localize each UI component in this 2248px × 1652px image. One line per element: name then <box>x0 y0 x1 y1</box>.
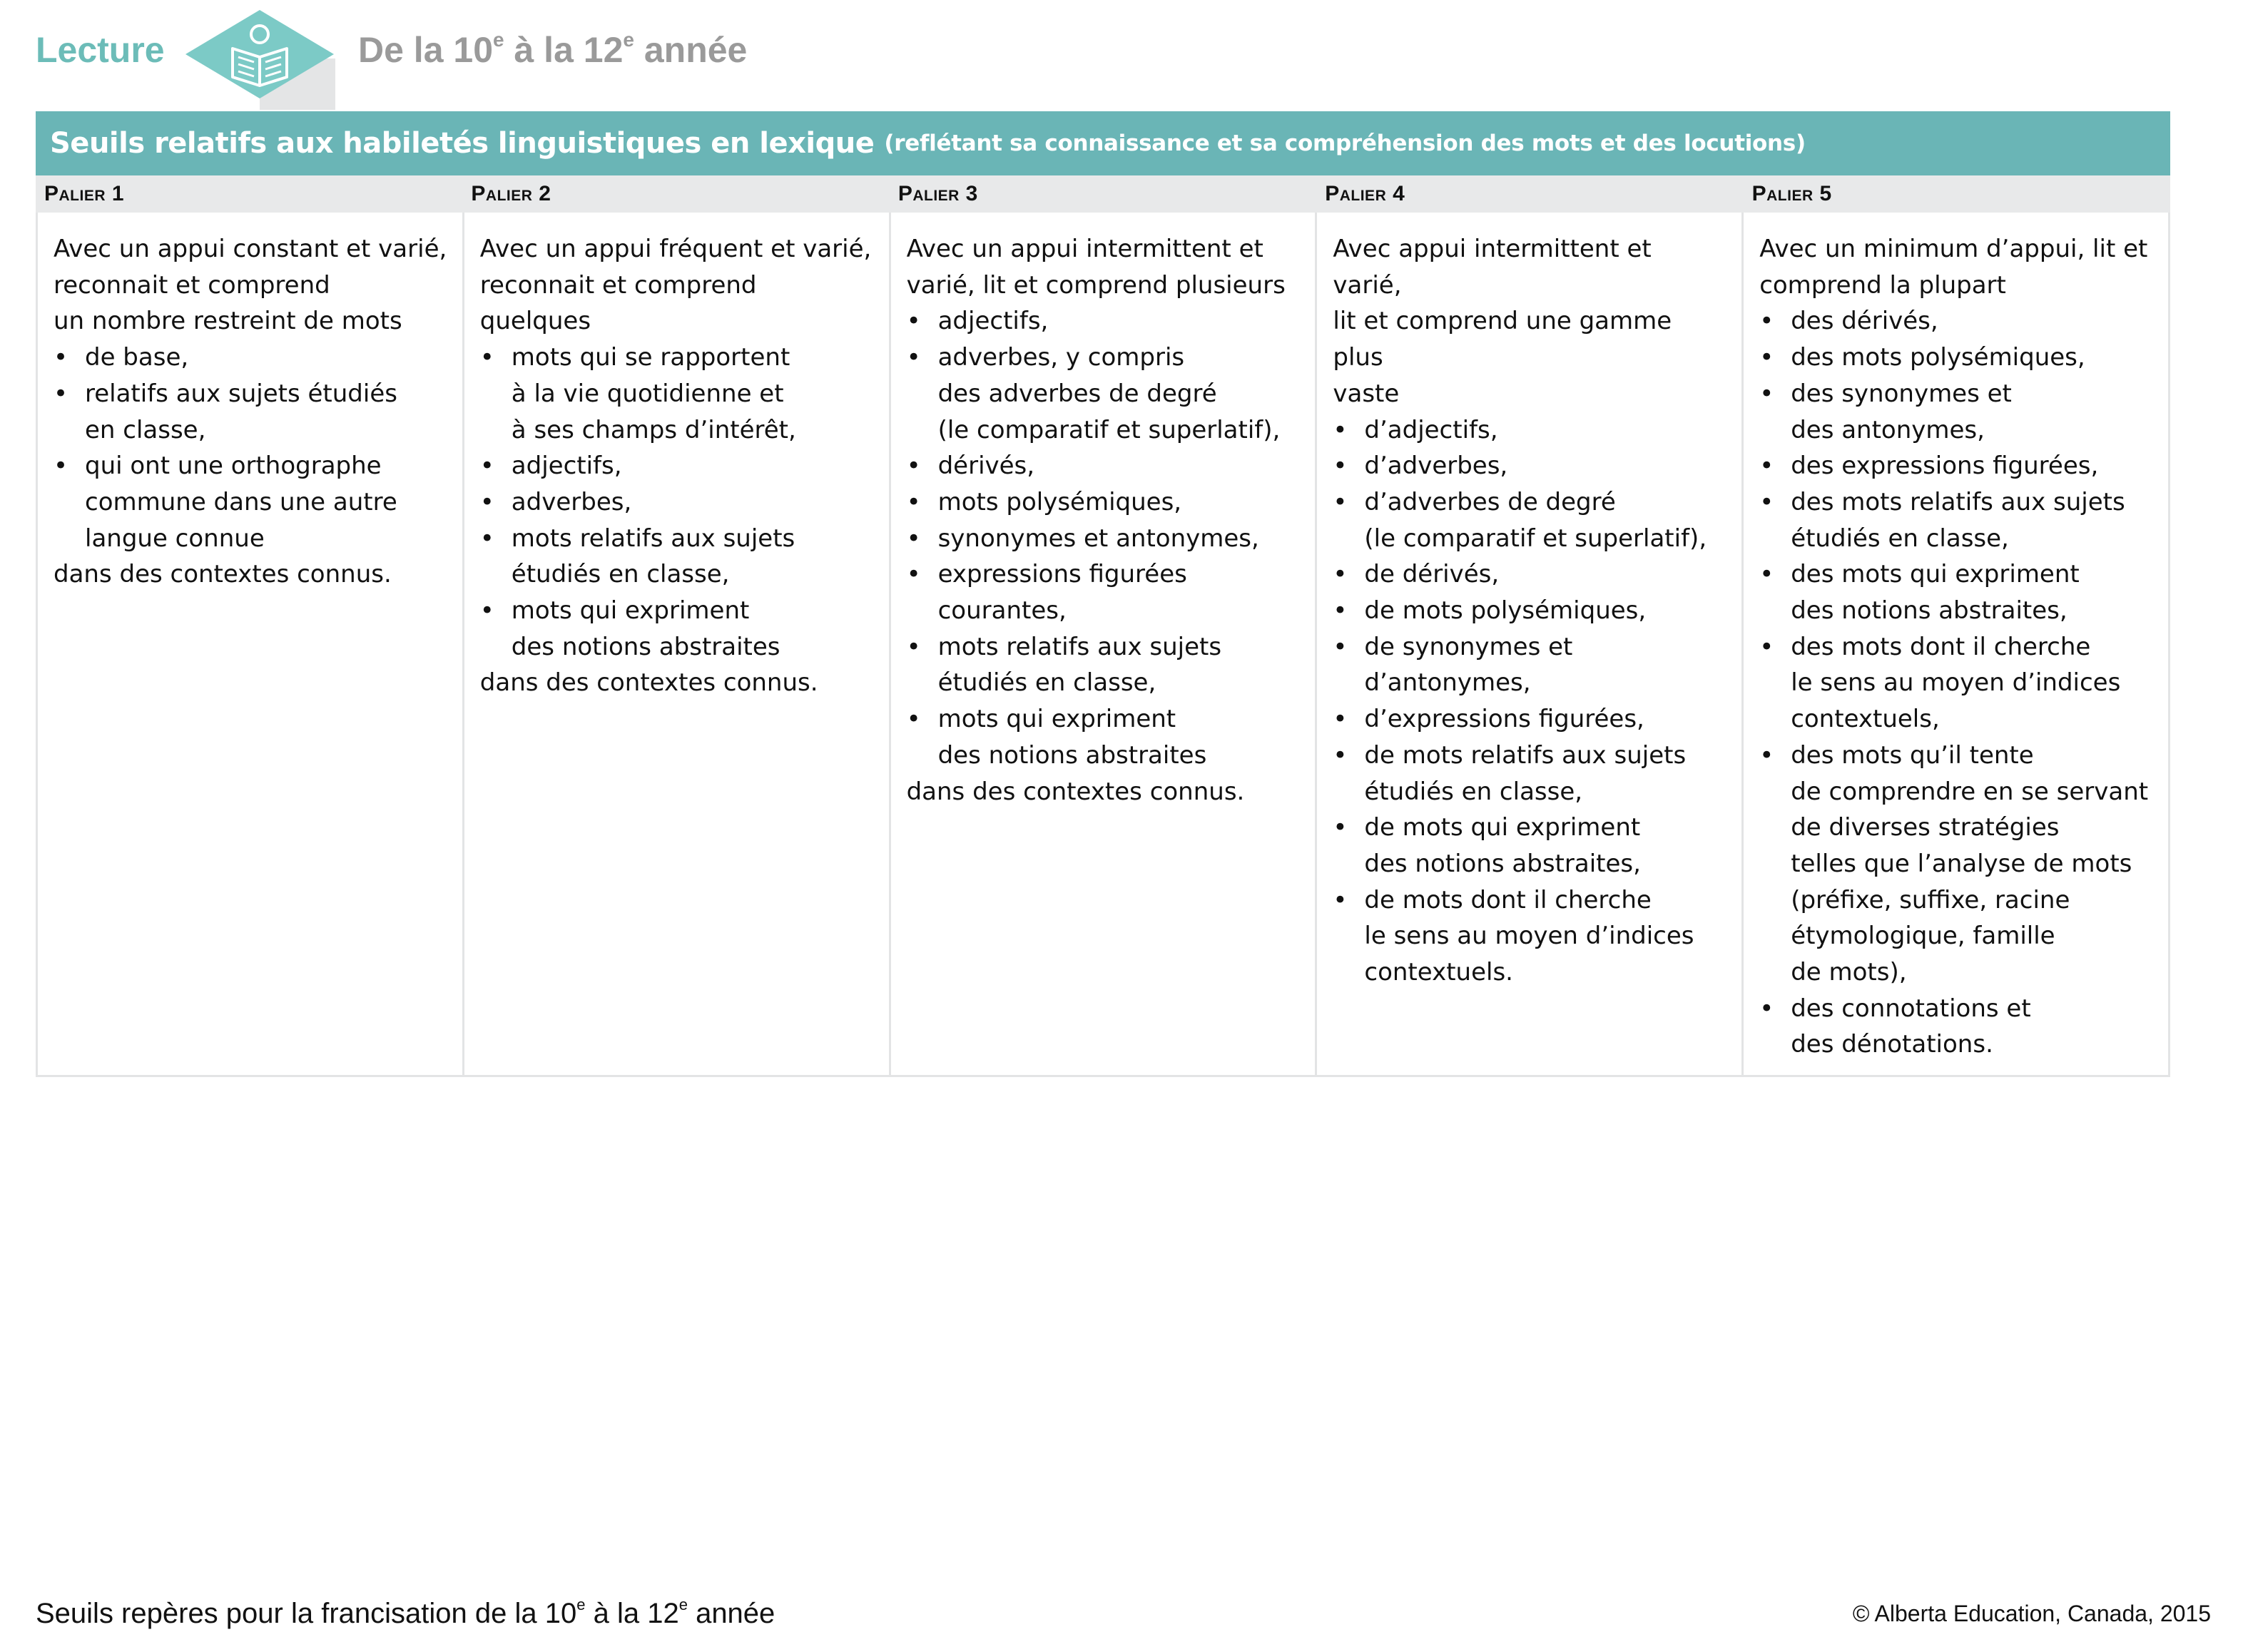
cell-intro <box>1759 231 2154 303</box>
grade-range-suffix: année <box>634 30 748 70</box>
palier-4-label: Palier 4 <box>1325 182 1405 205</box>
intro-line: Avec un appui constant et varié, <box>54 235 447 263</box>
list-item-line: • qui ont une orthographe <box>85 452 382 481</box>
grade-range-sup-end: e <box>623 29 634 51</box>
list-item <box>1759 376 2154 448</box>
reading-book-icon <box>185 10 335 110</box>
list-item-line: de comprendre en se servant <box>1791 777 2149 806</box>
cell-intro <box>907 231 1301 303</box>
list-item <box>54 448 448 556</box>
list-item <box>1333 701 1727 738</box>
list-item <box>907 484 1301 521</box>
palier-header-row <box>36 175 2170 213</box>
list-item <box>1333 593 1727 629</box>
intro-line: vaste <box>1333 379 1400 408</box>
intro-line: varié, lit et comprend plusieurs <box>906 270 1286 300</box>
list-item-line: • mots qui se rapportent <box>511 343 790 372</box>
intro-line: un nombre restreint de mots <box>54 307 402 336</box>
cell-intro <box>480 231 875 340</box>
palier-4-cell <box>1315 213 1741 1075</box>
list-item-line: le sens au moyen d’indices <box>1364 922 1694 951</box>
list-item-line: • adverbes, y compris <box>937 343 1185 372</box>
list-item-line: des antonymes, <box>1791 415 1985 444</box>
grade-range-prefix: De la 10 <box>358 30 494 70</box>
list-item-line: des adverbes de degré <box>937 379 1217 408</box>
list-item-line: • adjectifs, <box>937 307 1049 336</box>
intro-line: lit et comprend une gamme plus <box>1333 307 1672 372</box>
list-item-line: des notions abstraites <box>511 632 780 661</box>
bullet-list <box>1333 412 1727 991</box>
list-item <box>480 340 875 448</box>
intro-line: Avec appui intermittent et varié, <box>1333 235 1652 300</box>
list-item-line: • des dérivés, <box>1791 307 1938 336</box>
footer-title-prefix: Seuils repères pour la francisation de la 10 <box>36 1598 577 1629</box>
list-item <box>907 303 1301 340</box>
footer-title-sup-start: e <box>576 1596 586 1613</box>
list-item-line: étudiés en classe, <box>937 668 1156 698</box>
list-item-line: • de synonymes et <box>1364 632 1573 661</box>
list-item-line: contextuels. <box>1364 958 1513 987</box>
bullet-list <box>54 340 448 556</box>
list-item <box>907 521 1301 557</box>
list-item <box>1759 738 2154 991</box>
list-item-line: d’antonymes, <box>1364 668 1531 698</box>
list-item <box>480 593 875 665</box>
list-item-line: • mots polysémiques, <box>937 487 1182 516</box>
list-item-line: étudiés en classe, <box>511 560 730 589</box>
list-item-line: • des mots relatifs aux sujets <box>1791 487 2125 516</box>
list-item <box>1759 556 2154 628</box>
list-item-line: à la vie quotidienne et <box>511 379 784 408</box>
list-item-line: • de mots relatifs aux sujets <box>1364 740 1687 770</box>
list-item-line: • d’adverbes de degré <box>1364 487 1616 516</box>
list-item <box>480 521 875 593</box>
list-item-line: • d’expressions figurées, <box>1364 705 1644 734</box>
list-item <box>1759 340 2154 376</box>
page-header <box>0 0 2248 114</box>
list-item-line: étudiés en classe, <box>1364 777 1583 806</box>
list-item-line: • des connotations et <box>1791 994 2031 1023</box>
list-item-line: de mots), <box>1791 958 1907 987</box>
list-item-line: • synonymes et antonymes, <box>937 524 1259 553</box>
list-item-line: étymologique, famille <box>1791 922 2055 951</box>
list-item-line: • expressions figurées <box>937 560 1187 589</box>
list-item-line: • dérivés, <box>937 452 1035 481</box>
list-item-line: à ses champs d’intérêt, <box>511 415 796 444</box>
cell-outro: dans des contextes connus. <box>54 560 392 589</box>
palier-3-label: Palier 3 <box>897 182 978 205</box>
list-item-line: • mots qui expriment <box>511 596 750 626</box>
intro-line: quelques <box>479 307 591 336</box>
list-item <box>1759 991 2154 1063</box>
intro-line: reconnait et comprend <box>54 270 330 300</box>
palier-1-label: Palier 1 <box>44 182 125 205</box>
list-item-line: étudiés en classe, <box>1791 524 2009 553</box>
list-item-line: de diverses stratégies <box>1791 813 2060 842</box>
list-item <box>1333 448 1727 484</box>
list-item-line: • de mots dont il cherche <box>1364 885 1652 914</box>
table-subtitle: (reflétant sa connaissance et sa compréhension des mots et des locutions) <box>884 131 1806 156</box>
bullet-list <box>907 303 1301 773</box>
list-item <box>1759 484 2154 556</box>
palier-3-header <box>890 175 1316 213</box>
list-item-line: • adverbes, <box>511 487 632 516</box>
cell-outro: dans des contextes connus. <box>906 777 1245 806</box>
list-item-line: des notions abstraites <box>937 740 1207 770</box>
list-item-line: • de base, <box>85 343 189 372</box>
cell-intro <box>54 231 448 340</box>
list-item-line: • de mots qui expriment <box>1364 813 1641 842</box>
cell-outro: dans des contextes connus. <box>479 668 818 698</box>
cell-intro <box>1333 231 1727 412</box>
list-item-line: • de dérivés, <box>1364 560 1500 589</box>
palier-1-header <box>36 175 462 213</box>
list-item-line: • d’adjectifs, <box>1364 415 1498 444</box>
list-item <box>1333 738 1727 810</box>
list-item <box>1759 303 2154 340</box>
intro-line: Avec un appui fréquent et varié, <box>479 235 872 263</box>
list-item-line: courantes, <box>937 596 1067 626</box>
list-item-line: • des synonymes et <box>1791 379 2012 408</box>
list-item <box>907 556 1301 628</box>
footer-document-title <box>36 1598 775 1630</box>
list-item-line: • mots relatifs aux sujets <box>511 524 795 553</box>
palier-2-cell <box>462 213 889 1075</box>
list-item-line: • adjectifs, <box>511 452 622 481</box>
list-item <box>907 448 1301 484</box>
list-item <box>1333 629 1727 701</box>
grade-range-sup-start: e <box>493 29 504 51</box>
grade-range-middle: à la 12 <box>504 30 624 70</box>
list-item-line: des dénotations. <box>1791 1030 1993 1059</box>
list-item-line: (préfixe, suffixe, racine <box>1791 885 2070 914</box>
palier-3-cell <box>889 213 1316 1075</box>
list-item <box>1333 412 1727 449</box>
list-item-line: telles que l’analyse de mots <box>1791 849 2132 878</box>
list-item <box>54 340 448 376</box>
list-item-line: • mots qui expriment <box>937 705 1176 734</box>
palier-5-cell <box>1741 213 2168 1075</box>
list-item <box>480 484 875 521</box>
list-item-line: (le comparatif et superlatif), <box>1364 524 1707 553</box>
list-item <box>907 629 1301 701</box>
list-item-line: • mots relatifs aux sujets <box>937 632 1222 661</box>
list-item <box>1759 629 2154 738</box>
list-item <box>54 376 448 448</box>
bullet-list <box>1759 303 2154 1063</box>
table-title: Seuils relatifs aux habiletés linguistiques en lexique <box>50 127 875 160</box>
list-item-line: • d’adverbes, <box>1364 452 1508 481</box>
list-item-line: des notions abstraites, <box>1364 849 1641 878</box>
list-item-line: en classe, <box>85 415 206 444</box>
bullet-list <box>480 340 875 665</box>
list-item <box>1333 484 1727 556</box>
palier-5-label: Palier 5 <box>1751 182 1832 205</box>
grade-range-title <box>358 29 747 71</box>
list-item <box>1333 882 1727 991</box>
palier-body-row <box>36 213 2170 1077</box>
list-item-line: • de mots polysémiques, <box>1364 596 1647 626</box>
intro-line: comprend la plupart <box>1759 270 2006 300</box>
list-item <box>907 701 1301 773</box>
list-item-line: le sens au moyen d’indices <box>1791 668 2121 698</box>
list-item-line: • des mots qui expriment <box>1791 560 2080 589</box>
palier-2-label: Palier 2 <box>471 182 551 205</box>
list-item-line: (le comparatif et superlatif), <box>937 415 1281 444</box>
section-title: Lecture <box>36 30 165 70</box>
intro-line: Avec un minimum d’appui, lit et <box>1759 235 2148 263</box>
footer-title-sup-end: e <box>678 1596 688 1613</box>
lexique-table <box>36 111 2170 1077</box>
footer-title-middle: à la 12 <box>585 1598 679 1629</box>
list-item-line: • relatifs aux sujets étudiés <box>85 379 397 408</box>
palier-4-header <box>1316 175 1743 213</box>
list-item-line: • des mots dont il cherche <box>1791 632 2091 661</box>
list-item-line: • des mots polysémiques, <box>1791 343 2085 372</box>
palier-1-cell <box>38 213 462 1075</box>
list-item <box>1333 810 1727 882</box>
list-item-line: langue connue <box>85 524 265 553</box>
list-item-line: commune dans une autre <box>85 487 397 516</box>
list-item <box>1333 556 1727 593</box>
palier-5-header <box>1744 175 2170 213</box>
palier-2-header <box>462 175 889 213</box>
list-item-line: des notions abstraites, <box>1791 596 2068 626</box>
list-item-line: • des expressions figurées, <box>1791 452 2099 481</box>
list-item <box>907 340 1301 448</box>
table-title-bar <box>36 111 2170 175</box>
footer-title-suffix: année <box>687 1598 775 1629</box>
intro-line: Avec un appui intermittent et <box>906 235 1263 263</box>
list-item-line: • des mots qu’il tente <box>1791 740 2034 770</box>
intro-line: reconnait et comprend <box>479 270 757 300</box>
list-item <box>1759 448 2154 484</box>
footer-copyright: © Alberta Education, Canada, 2015 <box>1852 1601 2211 1626</box>
list-item <box>480 448 875 484</box>
list-item-line: contextuels, <box>1791 705 1940 734</box>
